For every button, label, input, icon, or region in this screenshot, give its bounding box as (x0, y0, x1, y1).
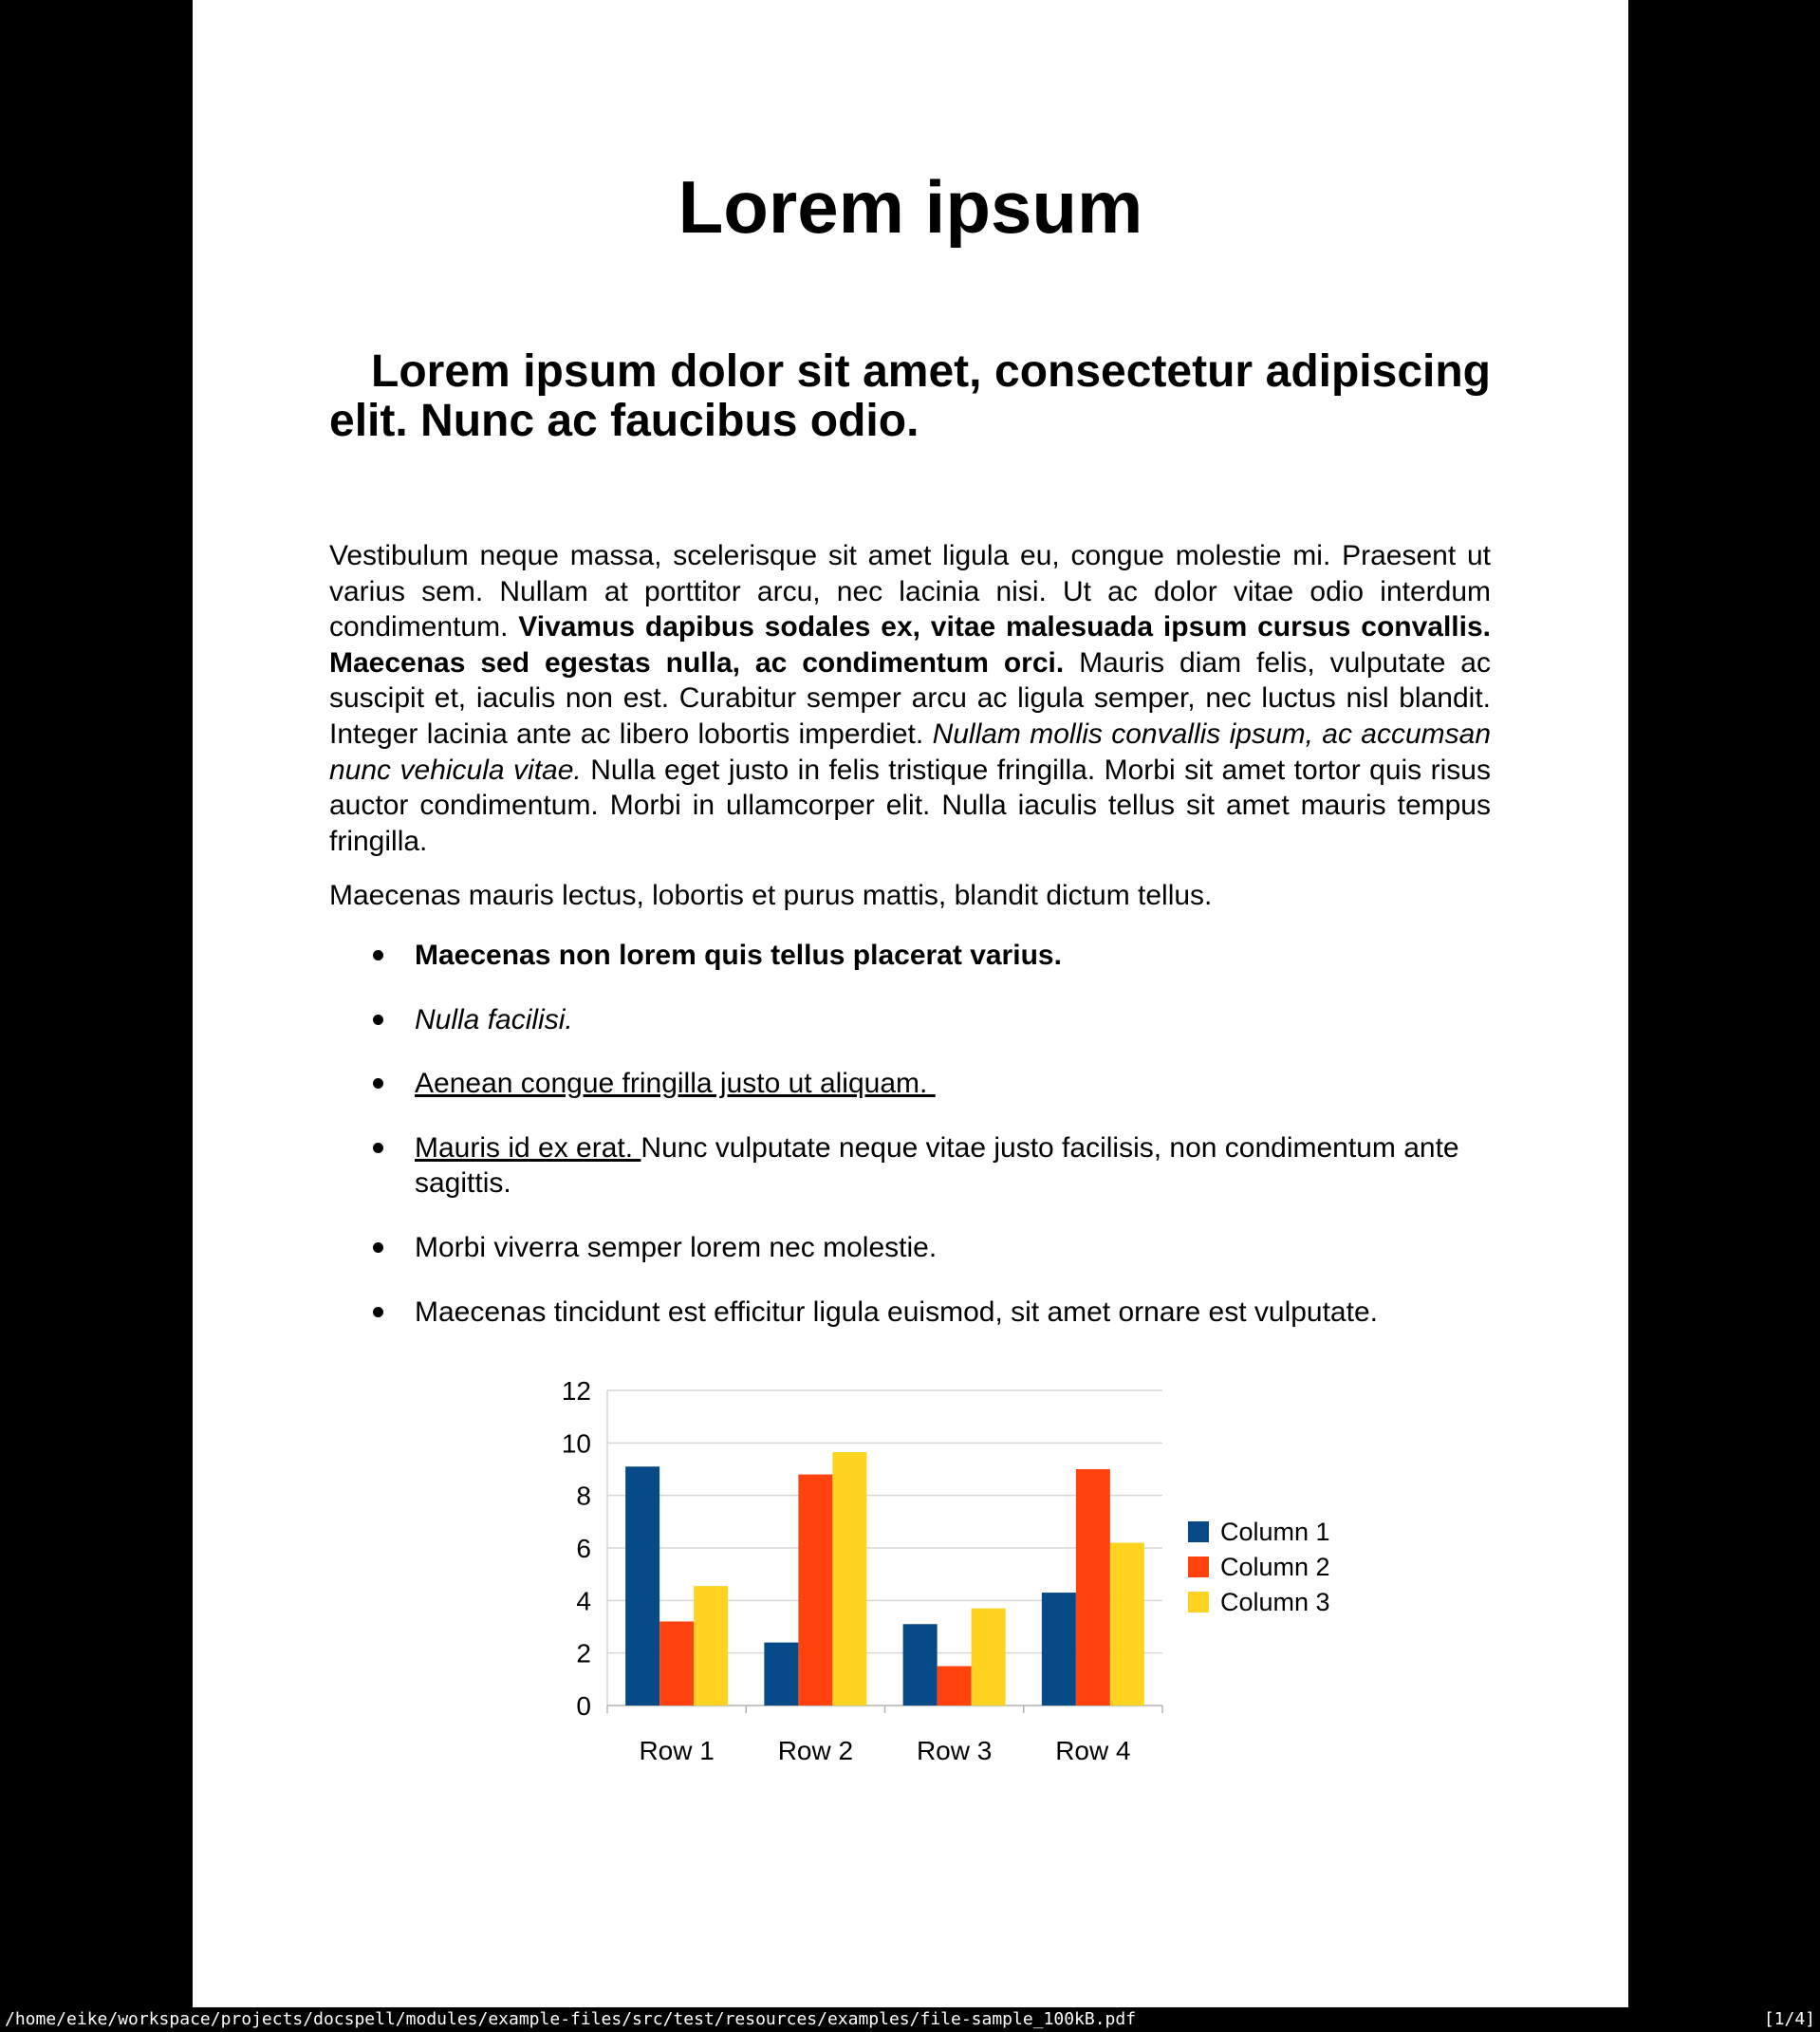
list-item (329, 1295, 1491, 1331)
document-page[interactable] (193, 0, 1628, 2008)
paragraph-2: Maecenas mauris lectus, lobortis et purus mattis, blandit dictum tellus. (329, 880, 1213, 911)
bullet-icon (373, 1015, 383, 1025)
list-item (329, 1130, 1491, 1202)
document-subtitle: Lorem ipsum dolor sit amet, consectetur adipiscing elit. Nunc ac faucibus odio. (329, 346, 1491, 446)
svg-text:Column 2: Column 2 (1220, 1553, 1330, 1581)
bar-chart (544, 1367, 1407, 1775)
svg-text:2: 2 (576, 1638, 591, 1668)
bullet-text: Nulla facilisi. (415, 1003, 573, 1035)
paragraph-1 (329, 538, 1491, 859)
svg-text:Row 2: Row 2 (777, 1736, 854, 1765)
text-run-italic: Nullam mollis convallis ipsum, ac accumsan nunc vehicula vitae. (329, 718, 1491, 786)
svg-text:Column 1: Column 1 (1220, 1518, 1330, 1546)
text-run: Mauris diam felis, vulputate ac suscipit et, iaculis non est. Curabitur semper arcu ac ligula semper, nec luctus nisl blandit. Integer lacinia ante ac libero lobortis imperdiet. (329, 646, 1491, 750)
bar-chart-svg (544, 1367, 1407, 1775)
bullet-icon (373, 1078, 383, 1089)
svg-text:0: 0 (576, 1691, 591, 1721)
list-item (329, 1066, 1491, 1102)
svg-text:6: 6 (576, 1534, 591, 1563)
svg-text:Column 3: Column 3 (1220, 1588, 1330, 1616)
bullet-text: Maecenas tincidunt est efficitur ligula euismod, sit amet ornare est vulputate. (415, 1296, 1378, 1328)
svg-text:Row 1: Row 1 (639, 1736, 715, 1765)
text-run: Nulla eget justo in felis tristique fringilla. Morbi sit amet tortor quis risus auctor condimentum. Morbi in ullamcorper elit. Nulla iaculis tellus sit amet mauris tempus fringilla. (329, 754, 1491, 857)
bullet-list (329, 938, 1491, 1358)
svg-text:Row 3: Row 3 (916, 1736, 993, 1765)
svg-text:4: 4 (576, 1586, 591, 1616)
bullet-text: Aenean congue fringilla justo ut aliquam. (415, 1068, 936, 1100)
bullet-icon (373, 1307, 383, 1317)
bullet-icon (373, 1143, 383, 1153)
statusbar (0, 2007, 1820, 2032)
statusbar-file-path: /home/eike/workspace/projects/docspell/modules/example-files/src/test/resources/examples/file-sample_100kB.pdf (5, 2009, 1137, 2029)
document-title: Lorem ipsum (678, 165, 1143, 249)
list-item (329, 1002, 1491, 1038)
statusbar-page-indicator: [1/4] (1763, 2009, 1815, 2029)
svg-text:12: 12 (561, 1376, 591, 1406)
text-run: Vestibulum neque massa, scelerisque sit amet ligula eu, congue molestie mi. Praesent ut varius sem. Nullam at porttitor arcu, nec lacinia nisi. Ut ac dolor vitae odio interdum condimentum. (329, 540, 1491, 643)
list-item (329, 1230, 1491, 1266)
bullet-text-underlined: Mauris id ex erat. (415, 1131, 641, 1164)
bullet-icon (373, 1242, 383, 1253)
bullet-icon (373, 950, 383, 960)
svg-text:Row 4: Row 4 (1055, 1736, 1131, 1765)
bullet-text: Maecenas non lorem quis tellus placerat varius. (415, 940, 1062, 971)
svg-text:10: 10 (561, 1428, 591, 1459)
list-item (329, 938, 1491, 974)
bullet-text: Morbi viverra semper lorem nec molestie. (415, 1231, 938, 1263)
svg-text:8: 8 (576, 1481, 591, 1511)
text-run-bold: Vivamus dapibus sodales ex, vitae malesuada ipsum cursus convallis. Maecenas sed egestas nulla, ac condimentum orci. (329, 611, 1491, 679)
bullet-text: Nunc vulputate neque vitae justo facilisis, non condimentum ante sagittis. (415, 1131, 1459, 1200)
